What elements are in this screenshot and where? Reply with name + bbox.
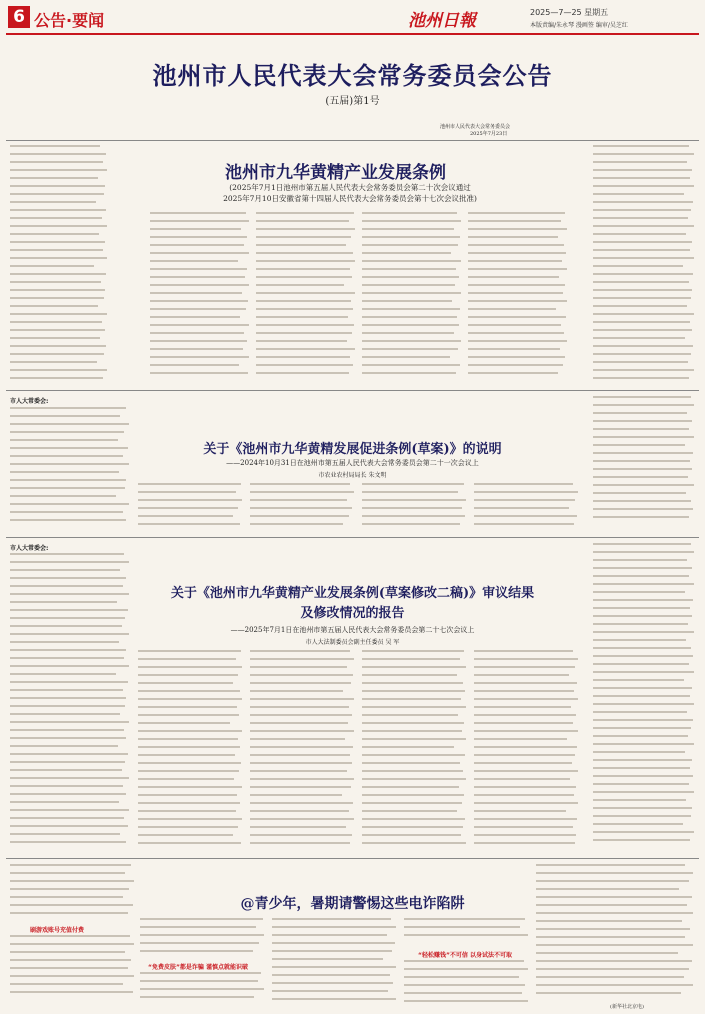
divider (6, 390, 699, 391)
youth-subhead: 刷游戏账号充值付费 (30, 927, 85, 934)
announcement-number: (五届)第1号 (325, 96, 380, 107)
regulation-column (593, 145, 695, 385)
youth-subhead: “免费皮肤”都是诈骗 谨慎点就能识破 (148, 964, 248, 971)
report-subtitle: ——2025年7月1日在池州市第五届人民代表大会常务委员会第二十七次会议上 (230, 626, 475, 634)
section-name: 公告·要闻 (34, 11, 105, 30)
header-rule (6, 33, 699, 35)
regulation-column (468, 212, 568, 386)
report-title-line2: 及修改情况的报告 (300, 606, 405, 621)
report-column (10, 553, 130, 853)
youth-credit: (新华社北京电) (610, 1004, 644, 1010)
newspaper-logo: 池州日報 (408, 11, 476, 31)
youth-column (140, 972, 265, 1008)
youth-article-title: @青少年，暑期请警惕这些电诈陷阱 (240, 896, 465, 912)
report-column (138, 650, 243, 855)
youth-column (10, 935, 135, 1005)
explanation-column (474, 483, 579, 533)
explanation-column (10, 407, 130, 532)
youth-subhead: “轻松赚钱”不可信 以身试法不可取 (418, 952, 512, 959)
explanation-subtitle: ——2024年10月31日在池州市第五届人民代表大会常务委员会第二十一次会议上 (226, 459, 479, 467)
report-byline: 市人大法制委员会副主任委员 吴 军 (305, 639, 400, 646)
announcement-issuer: 池州市人民代表大会常务委员会 (440, 124, 511, 130)
report-column (250, 650, 355, 855)
report-lead: 市人大常委会: (10, 545, 49, 552)
youth-column (272, 918, 397, 1008)
report-column (593, 543, 695, 855)
announcement-title: 池州市人民代表大会常务委员会公告 (152, 62, 553, 90)
issue-date: 2025—7—25 星期五 (530, 8, 609, 17)
page-header (0, 0, 705, 34)
explanation-column (593, 396, 695, 533)
report-column (474, 650, 579, 855)
editor-credits: 本版责编/朱永琴 漫画签 编审/吴芝红 (530, 22, 628, 29)
divider (6, 858, 699, 859)
explanation-column (250, 483, 355, 533)
announcement-date: 2025年7月23日 (470, 131, 508, 137)
youth-column (404, 918, 529, 946)
divider (6, 537, 699, 538)
regulation-subtitle-1: (2025年7月1日池州市第五届人民代表大会常务委员会第二十次会议通过 (229, 183, 471, 192)
regulation-column (150, 212, 250, 386)
explanation-column (138, 483, 243, 533)
report-column (362, 650, 467, 855)
explanation-title: 关于《池州市九华黄精发展促进条例(草案)》的说明 (203, 442, 502, 457)
regulation-column (256, 212, 356, 386)
explanation-lead: 市人大常委会: (10, 398, 49, 405)
regulation-subtitle-2: 2025年7月10日安徽省第十四届人民代表大会常务委员会第十七次会议批准) (223, 194, 477, 203)
youth-column (140, 918, 265, 958)
explanation-byline: 市农业农村局局长 朱文明 (318, 472, 387, 479)
explanation-column (362, 483, 467, 533)
regulation-column (10, 145, 108, 385)
regulation-column (362, 212, 462, 386)
report-title-line1: 关于《池州市九华黄精产业发展条例(草案修改二稿)》审议结果 (170, 586, 535, 601)
youth-column (404, 960, 529, 1008)
regulation-title: 池州市九华黄精产业发展条例 (225, 163, 446, 183)
youth-column (536, 864, 695, 1001)
page-number: 6 (8, 6, 30, 28)
youth-column (10, 864, 135, 924)
divider (6, 140, 699, 141)
